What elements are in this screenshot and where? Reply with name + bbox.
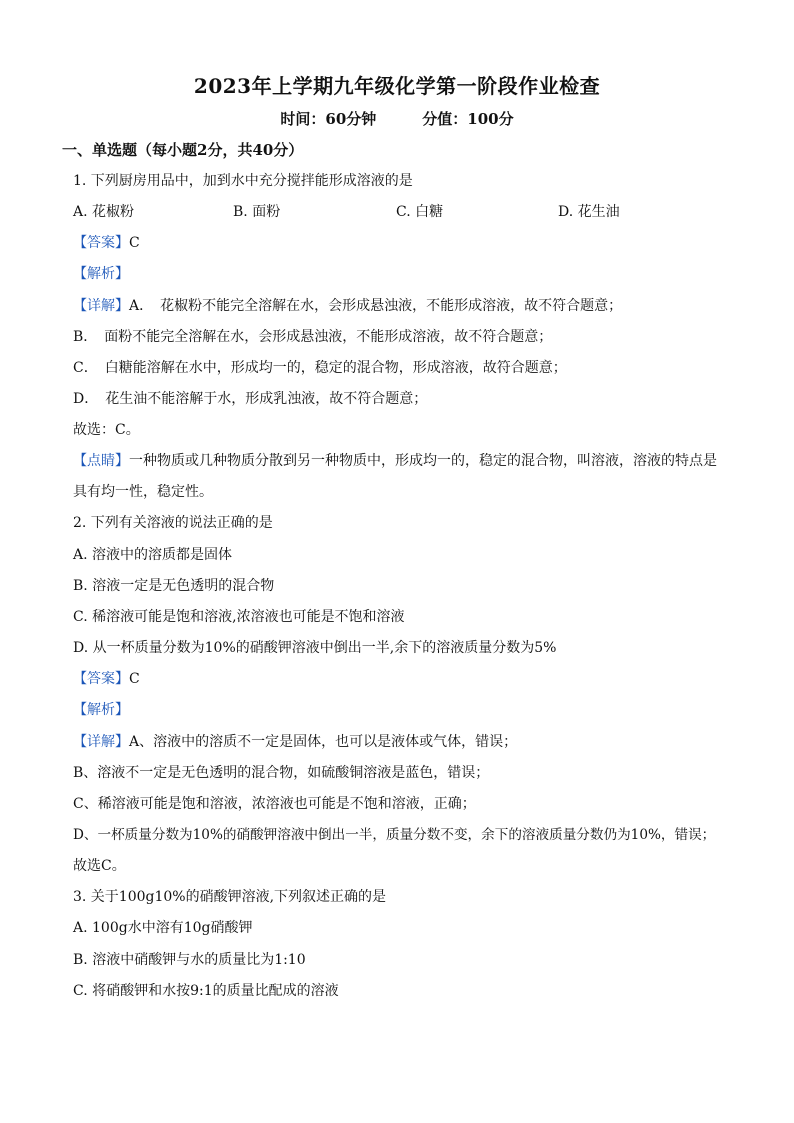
answer-value: C — [129, 235, 140, 251]
q1-option-d: D. 花生油 — [558, 204, 620, 220]
exam-score: 分值：100分 — [422, 110, 514, 128]
analysis-tag: 【解析】 — [73, 702, 129, 718]
detail-text: A、溶液中的溶质不一定是固体，也可以是液体或气体，错误； — [129, 734, 518, 750]
q1-tip — [73, 451, 717, 471]
q3-option-c: C. 将硝酸钾和水按9:1的质量比配成的溶液 — [73, 983, 339, 999]
tip-tag: 【点睛】 — [73, 453, 129, 469]
q3-option-b: B. 溶液中硝酸钾与水的质量比为1:10 — [73, 952, 306, 968]
answer-tag: 【答案】 — [73, 235, 129, 251]
tip-text: 一种物质或几种物质分散到另一种物质中，形成均一的，稳定的混合物，叫溶液，溶液的特点是 — [129, 453, 717, 469]
answer-tag: 【答案】 — [73, 671, 129, 687]
q2-option-c: C. 稀溶液可能是饱和溶液,浓溶液也可能是不饱和溶液 — [73, 609, 405, 625]
q1-detail-c: C． 白糖能溶解在水中，形成均一的，稳定的混合物，形成溶液，故符合题意； — [73, 360, 567, 376]
section-heading: 一、单选题（每小题2分，共40分） — [62, 141, 304, 159]
q1-analysis — [73, 264, 129, 284]
q1-option-b: B. 面粉 — [233, 204, 281, 220]
q1-tip-cont: 具有均一性，稳定性。 — [73, 484, 213, 500]
q1-detail-d: D． 花生油不能溶解于水，形成乳浊液，故不符合题意； — [73, 391, 428, 407]
q1-detail-a — [73, 296, 622, 316]
answer-value: C — [129, 671, 140, 687]
q2-choice: 故选C。 — [73, 858, 126, 874]
q2-answer — [73, 669, 140, 689]
analysis-tag: 【解析】 — [73, 266, 129, 282]
page-title: 2023年上学期九年级化学第一阶段作业检查 — [193, 74, 601, 98]
q1-answer — [73, 233, 140, 253]
q2-option-b: B. 溶液一定是无色透明的混合物 — [73, 578, 275, 594]
q2-stem: 2. 下列有关溶液的说法正确的是 — [73, 515, 273, 531]
q2-detail-b: B、溶液不一定是无色透明的混合物，如硫酸铜溶液是蓝色，错误； — [73, 765, 490, 781]
q1-detail-b: B． 面粉不能完全溶解在水，会形成悬浊液，不能形成溶液，故不符合题意； — [73, 329, 553, 345]
detail-tag: 【详解】 — [73, 734, 129, 750]
exam-meta — [0, 108, 794, 129]
detail-tag: 【详解】 — [73, 298, 129, 314]
q1-choice: 故选：C。 — [73, 422, 140, 438]
q2-option-a: A. 溶液中的溶质都是固体 — [73, 547, 233, 563]
q2-analysis — [73, 700, 129, 720]
q1-option-a: A. 花椒粉 — [73, 204, 135, 220]
q2-option-d: D. 从一杯质量分数为10%的硝酸钾溶液中倒出一半,余下的溶液质量分数为5% — [73, 640, 557, 656]
q3-option-a: A. 100g水中溶有10g硝酸钾 — [73, 920, 253, 936]
exam-time: 时间：60分钟 — [280, 110, 377, 128]
q1-option-c: C. 白糖 — [396, 204, 444, 220]
q3-stem: 3. 关于100g10%的硝酸钾溶液,下列叙述正确的是 — [73, 889, 387, 905]
detail-text: A． 花椒粉不能完全溶解在水，会形成悬浊液，不能形成溶液，故不符合题意； — [129, 298, 623, 314]
q2-detail-a — [73, 732, 517, 752]
q1-stem: 1. 下列厨房用品中，加到水中充分搅拌能形成溶液的是 — [73, 173, 413, 189]
q2-detail-d: D、一杯质量分数为10%的硝酸钾溶液中倒出一半，质量分数不变，余下的溶液质量分数仍为10%，错误； — [73, 827, 716, 843]
q2-detail-c: C、稀溶液可能是饱和溶液，浓溶液也可能是不饱和溶液，正确； — [73, 796, 476, 812]
